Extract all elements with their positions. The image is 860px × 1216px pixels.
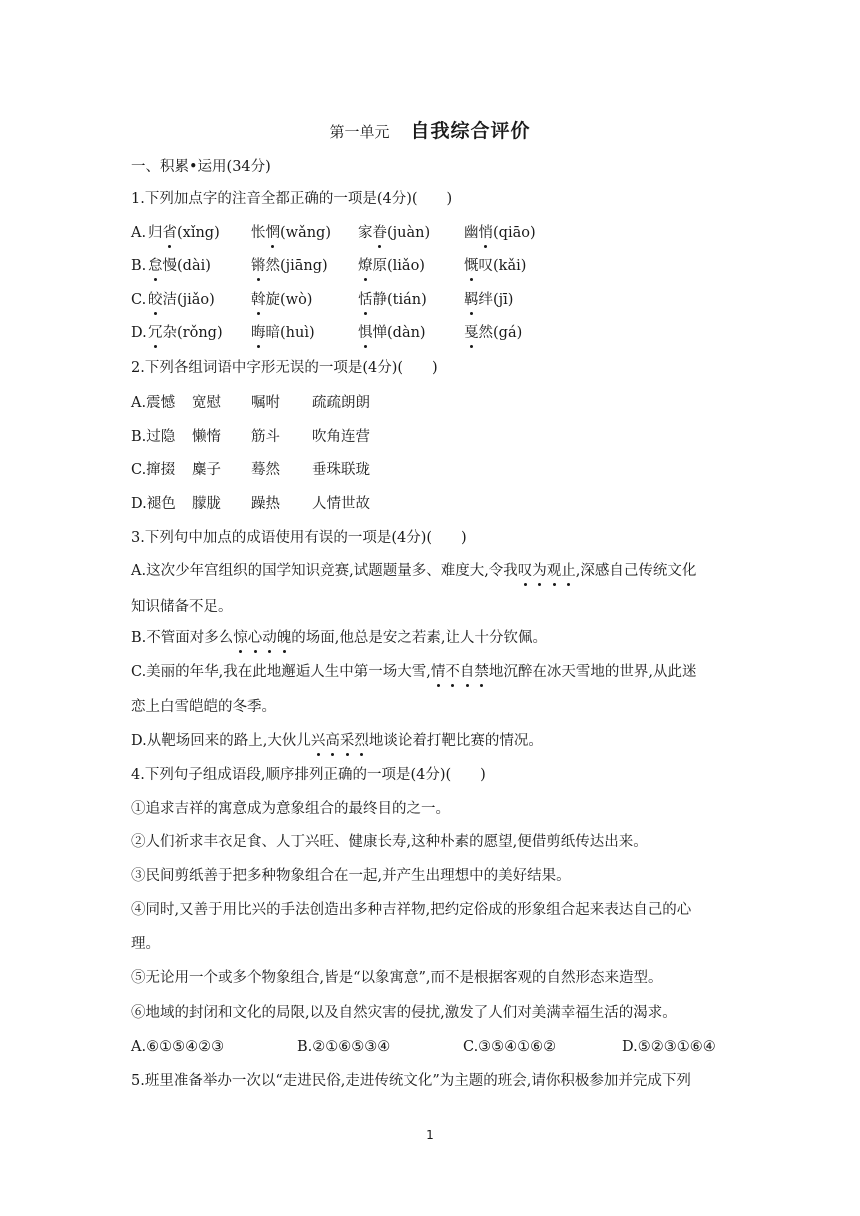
q1-a-word: 幽悄(qiāo) (464, 225, 536, 241)
q3-option-c: C.美丽的年华,我在此地邂逅人生中第一场大雪,情不自禁地沉醉在冰天雪地的世界,从此迷 (131, 664, 697, 680)
q1-d-word: 晦暗(huì) (251, 325, 315, 341)
section-heading: 一、积累•运用(34分) (131, 159, 271, 175)
q1-d-word: 戛然(gá) (464, 325, 523, 341)
q2-option-a: A.震憾 宽慰 嘱咐 疏疏朗朗 (131, 395, 370, 411)
q4-sentence-4-cont: 理。 (131, 936, 160, 952)
page-number: 1 (426, 1128, 434, 1142)
q3-d-idiom: 兴高采烈 (310, 733, 369, 749)
q3-stem: 3.下列句中加点的成语使用有误的一项是(4分)( ) (131, 530, 467, 546)
q4-sentence-4: ④同时,又善于用比兴的手法创造出多种吉祥物,把约定俗成的形象组合起来表达自己的心 (131, 902, 692, 918)
q3-b-idiom: 惊心动魄 (233, 630, 292, 646)
q4-sentence-5: ⑤无论用一个或多个物象组合,皆是“以象寓意”,而不是根据客观的自然形态来造型。 (131, 970, 663, 986)
q1-c-word: 皎洁(jiǎo) (148, 292, 215, 308)
q5-stem: 5.班里准备举办一次以“走进民俗,走进传统文化”为主题的班会,请你积极参加并完成下列 (131, 1073, 691, 1089)
q1-d-word: 冗杂(rǒng) (148, 325, 223, 341)
q1-option-a: A. 归省(xǐng) 怅惘(wǎng) 家眷(juàn) 幽悄(qiāo) (131, 225, 536, 241)
q1-a-word: 归省(xǐng) (148, 225, 220, 241)
q3-a-idiom: 叹为观止 (517, 563, 576, 579)
q3-c-idiom: 情不自禁 (430, 664, 489, 680)
q1-b-word: 锵然(jiāng) (251, 258, 328, 274)
q4-option-a: A.⑥①⑤④②③ (131, 1039, 225, 1055)
page-title (0, 116, 860, 143)
q4-option-c: C.③⑤④①⑥② (463, 1039, 557, 1055)
q1-a-word: 家眷(juàn) (358, 225, 431, 241)
title-text: 自我综合评价 (410, 120, 531, 142)
q1-a-word: 怅惘(wǎng) (251, 225, 331, 241)
q4-sentence-3: ③民间剪纸善于把多种物象组合在一起,并产生出理想中的美好结果。 (131, 868, 571, 884)
q1-b-word: 怠慢(dài) (148, 258, 211, 274)
q1-d-word: 惧惮(dàn) (358, 325, 426, 341)
q4-options (131, 1037, 716, 1057)
q3-option-a: A.这次少年宫组织的国学知识竞赛,试题题量多、难度大,令我叹为观止,深感自己传统文化 (131, 563, 697, 579)
q4-stem: 4.下列句子组成语段,顺序排列正确的一项是(4分)( ) (131, 767, 486, 783)
unit-label: 第一单元 (329, 123, 390, 141)
q1-b-word: 燎原(liǎo) (358, 258, 425, 274)
q4-sentence-1: ①追求吉祥的寓意成为意象组合的最终目的之一。 (131, 801, 450, 817)
q3-option-a-cont: 知识储备不足。 (131, 599, 233, 615)
q1-c-word: 恬静(tián) (358, 292, 427, 308)
q2-stem: 2.下列各组词语中字形无误的一项是(4分)( ) (131, 360, 438, 376)
q2-option-c: C.撺掇 麋子 蓦然 垂珠联珑 (131, 462, 370, 478)
q3-option-b: B.不管面对多么惊心动魄的场面,他总是安之若素,让人十分钦佩。 (131, 630, 547, 646)
q2-option-d: D.褪色 朦胧 躁热 人情世故 (131, 496, 370, 512)
q1-stem: 1.下列加点字的注音全都正确的一项是(4分)( ) (131, 191, 453, 207)
q2-option-b: B.过隐 懒惰 筋斗 吹角连营 (131, 429, 370, 445)
q1-b-word: 慨叹(kǎi) (464, 258, 527, 274)
q1-c-word: 羁绊(jī) (464, 292, 514, 308)
q1-option-d: D. 冗杂(rǒng) 晦暗(huì) 惧惮(dàn) 戛然(gá) (131, 325, 523, 341)
q3-option-c-cont: 恋上白雪皑皑的冬季。 (131, 699, 276, 715)
q4-option-b: B.②①⑥⑤③④ (297, 1039, 391, 1055)
q1-c-word: 斡旋(wò) (251, 292, 313, 308)
q1-option-b: B. 怠慢(dài) 锵然(jiāng) 燎原(liǎo) 慨叹(kǎi) (131, 258, 527, 274)
q1-option-c: C. 皎洁(jiǎo) 斡旋(wò) 恬静(tián) 羁绊(jī) (131, 292, 514, 308)
q3-option-d: D.从靶场回来的路上,大伙儿兴高采烈地谈论着打靶比赛的情况。 (131, 733, 543, 749)
q4-option-d: D.⑤②③①⑥④ (622, 1039, 716, 1055)
q4-sentence-2: ②人们祈求丰衣足食、人丁兴旺、健康长寿,这种朴素的愿望,便借剪纸传达出来。 (131, 834, 648, 850)
q4-sentence-6: ⑥地域的封闭和文化的局限,以及自然灾害的侵扰,激发了人们对美满幸福生活的渴求。 (131, 1005, 677, 1021)
